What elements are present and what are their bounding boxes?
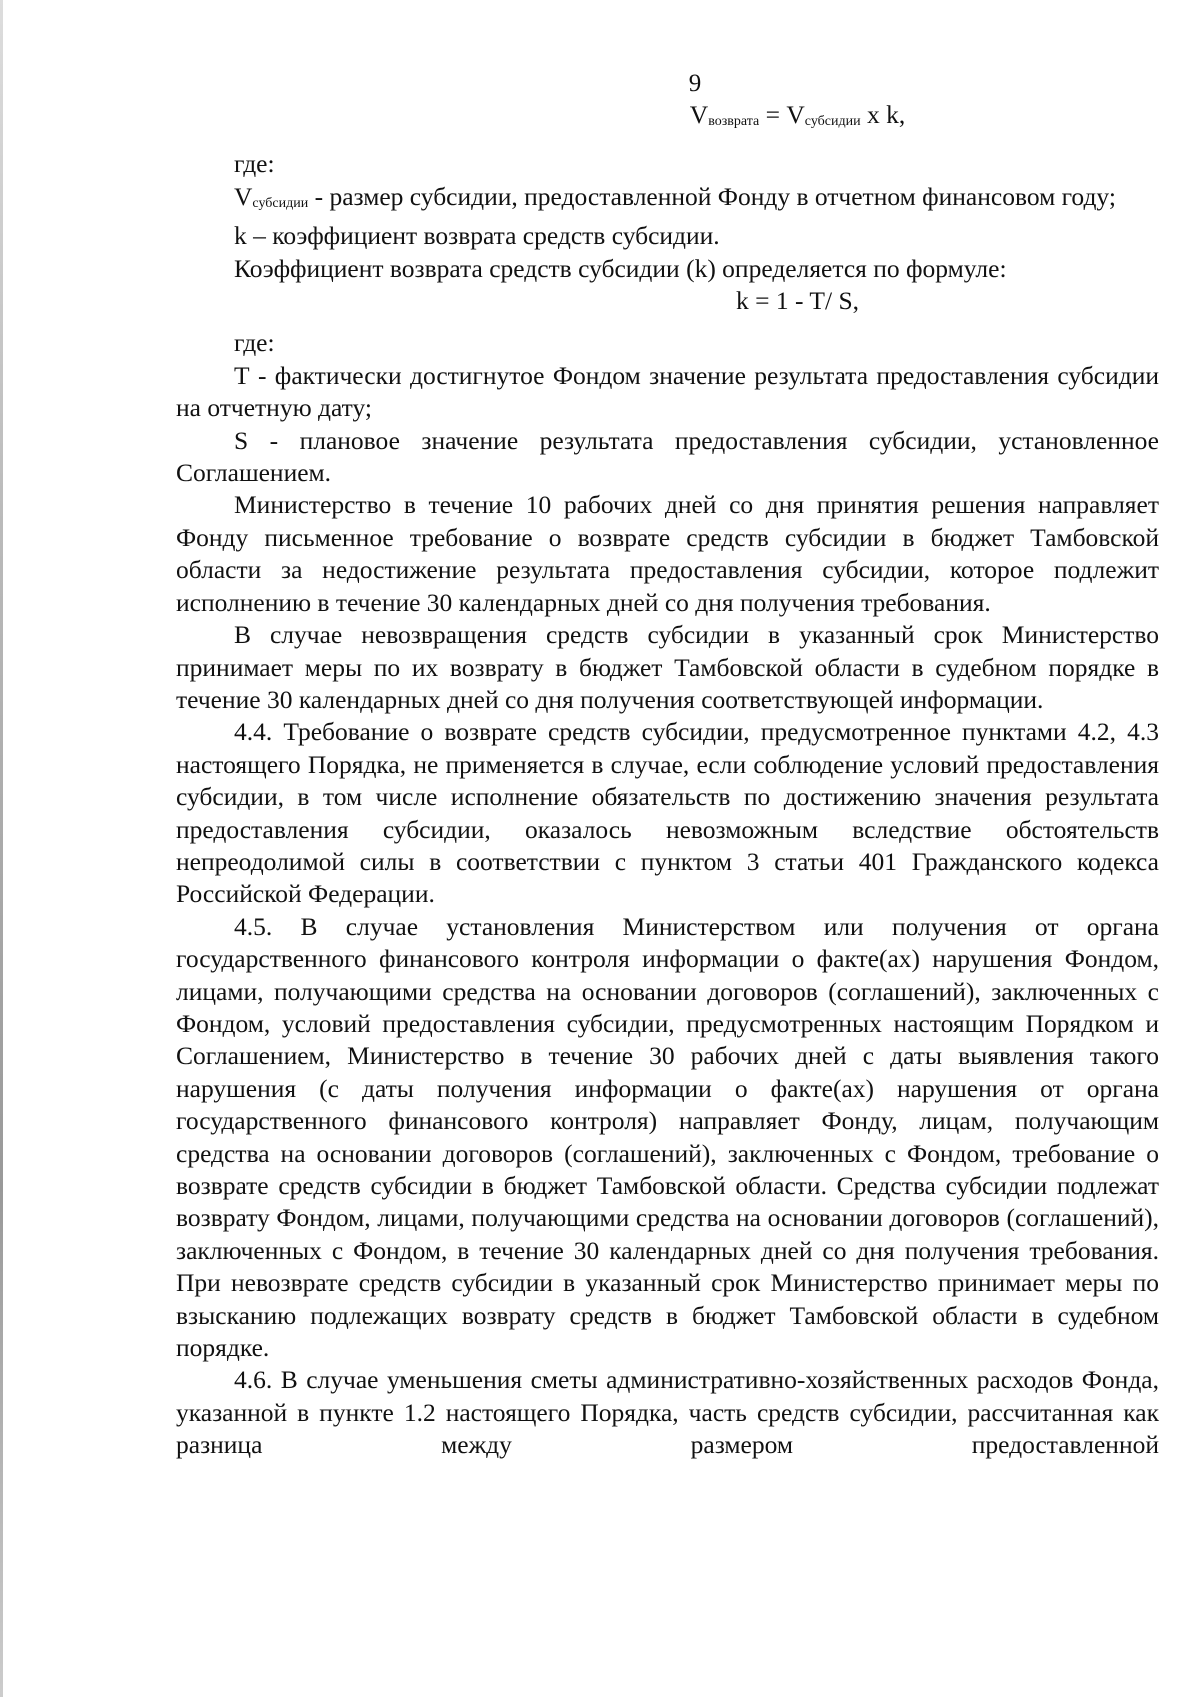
vsub-definition <box>176 181 1159 220</box>
where-label-2: где: <box>234 328 275 358</box>
vsub-base: V <box>234 181 253 211</box>
k-intro: Коэффициент возврата средств субсидии (k) определяется по формуле: <box>234 253 1007 283</box>
paragraph-non-return: В случае невозвращения средств субсидии в указанный срок Министерство принимает меры по их возврату в бюджет Тамбовской области в судебном порядке в течение 30 календарных дней со дня получения соответствующей информации. <box>176 620 1159 714</box>
formula-k: k = 1 - T/ S, <box>736 286 860 316</box>
t-definition: Т - фактически достигнутое Фондом значение результата предоставления субсидии на отчетную дату; <box>176 360 1159 423</box>
formula-return-volume <box>176 99 1159 138</box>
vsub-def-text: - размер субсидии, предоставленной Фонду в отчетном финансовом году; <box>308 181 1116 211</box>
paragraph-4-4: 4.4. Требование о возврате средств субсидии, предусмотренное пунктами 4.2, 4.3 настоящего Порядка, не применяется в случае, если соблюдение условий предоставления субсидии, в том числе исполнение обязательств по достижению значения результата предоставления субсидии, оказалось невозможным вследствие обстоятельств непреодолимой силы в соответствии с пунктом 3 статьи 401 Гражданского кодекса Российской Федерации. <box>176 717 1159 909</box>
s-definition: S - плановое значение результата предоставления субсидии, установленное Соглашением. <box>176 425 1159 488</box>
vsub-sub: субсидии <box>252 195 309 211</box>
where-label-1: где: <box>234 149 275 179</box>
paragraph-ministry-requirement: Министерство в течение 10 рабочих дней со дня принятия решения направляет Фонду письменное требование о возврате средств субсидии в бюджет Тамбовской области за недостижение результата предоставления субсидии, которое подлежит исполнению в течение 30 календарных дней со дня получения требования. <box>176 490 1159 617</box>
page-number: 9 <box>688 70 702 97</box>
formula-lhs-base: V <box>689 100 709 129</box>
paragraph-4-6: 4.6. В случае уменьшения сметы административно-хозяйственных расходов Фонда, указанной в пункте 1.2 настоящего Порядка, часть средств субсидии, рассчитанная как разница между размером предоставленной <box>176 1365 1159 1460</box>
formula-tail: x k, <box>860 100 906 129</box>
formula-lhs-sub: возврата <box>708 114 760 129</box>
scan-edge <box>0 0 3 1697</box>
paragraph-4-5: 4.5. В случае установления Министерством или получения от органа государственного финансового контроля информации о факте(ах) нарушения Фондом, лицами, получающими средства на основании договоров (соглашений), заключенных с Фондом, условий предоставления субсидии, предусмотренных настоящим Порядком и Соглашением, Министерство в течение 30 рабочих дней с даты выявления такого нарушения (с даты получения информации о факте(ах) нарушения от органа государственного финансового контроля) направляет Фонду, лицам, получающим средства на основании договоров (соглашений), заключенных с Фондом, требование о возврате средств субсидии в бюджет Тамбовской области. Средства субсидии подлежат возврату Фондом, лицами, получающими средства на основании договоров (соглашений), заключенных с Фондом, в течение 30 календарных дней со дня получения требования. При невозврате средств субсидии в указанный срок Министерство принимает меры по взысканию подлежащих возврату средств в бюджет Тамбовской области в судебном порядке. <box>176 911 1159 1363</box>
formula-rhs-base: V <box>786 100 805 129</box>
k-definition: k – коэффициент возврата средств субсидии. <box>234 221 720 251</box>
formula-rhs-sub: субсидии <box>804 114 861 129</box>
formula-eq: = <box>759 100 787 129</box>
document-body <box>176 99 1159 1462</box>
